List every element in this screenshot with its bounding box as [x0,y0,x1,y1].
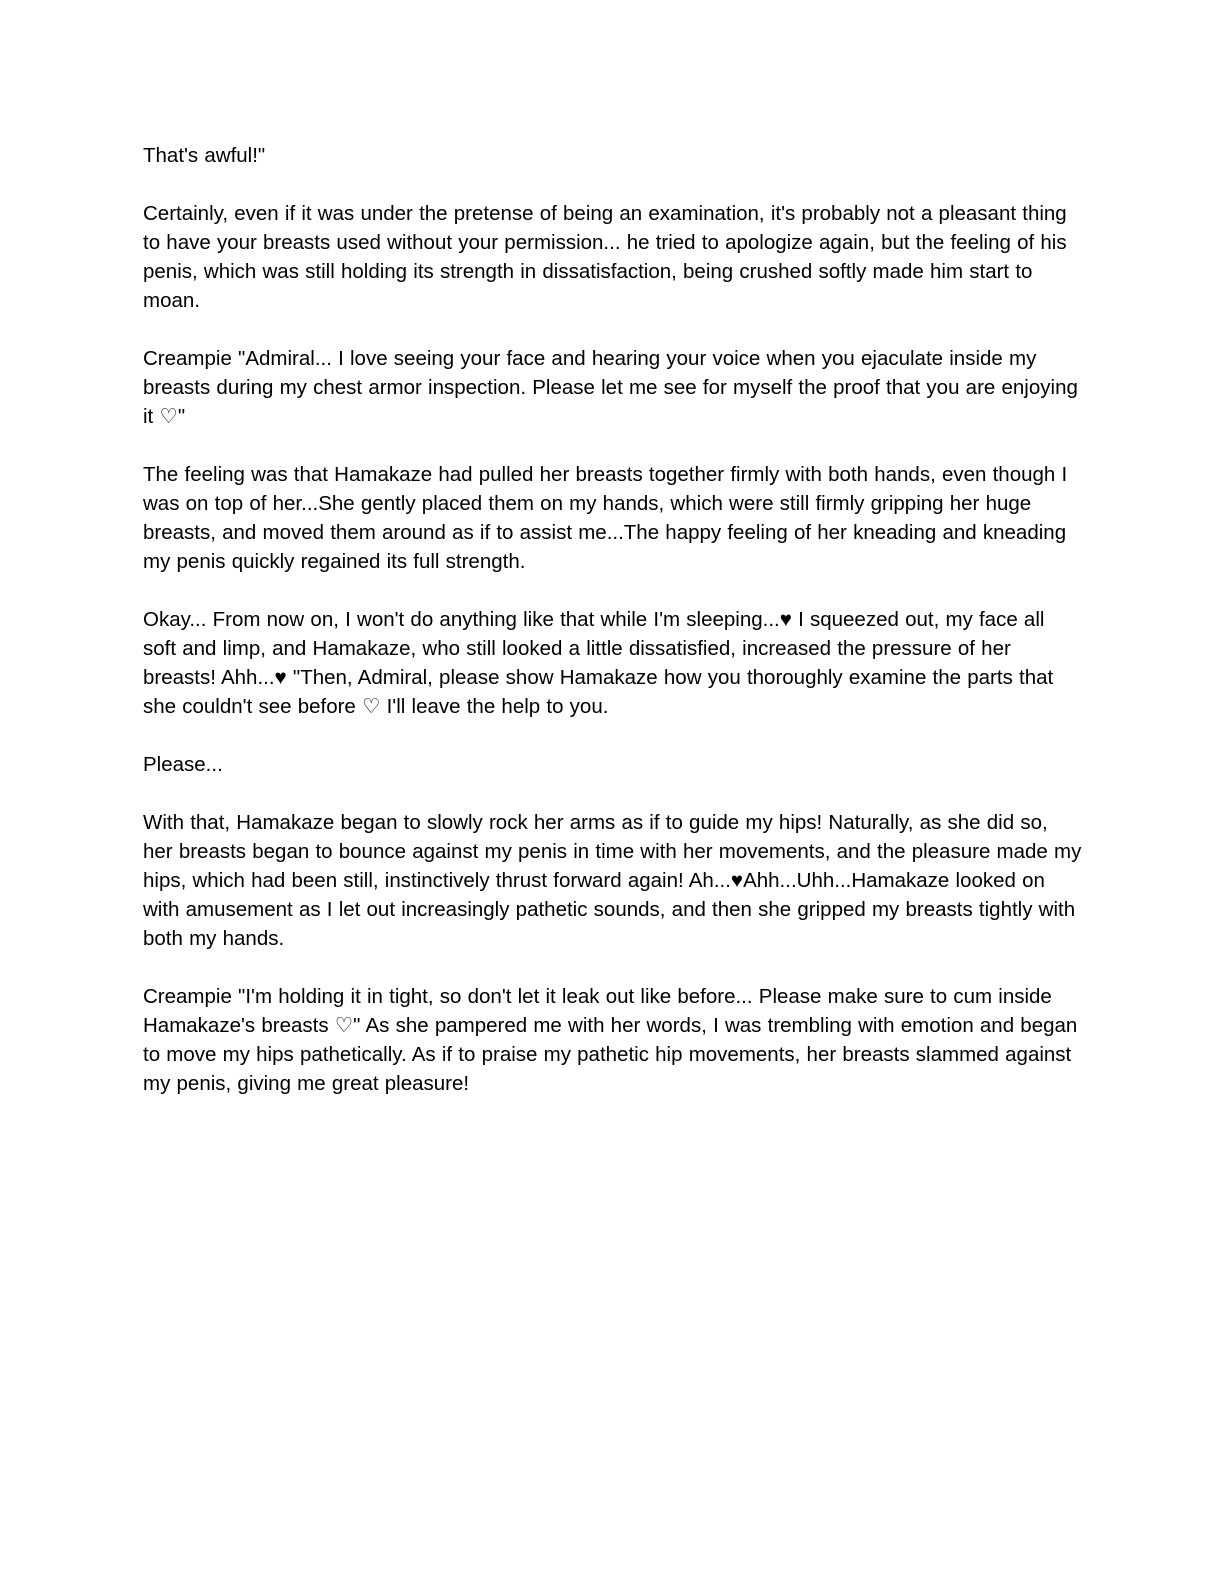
paragraph: Certainly, even if it was under the pretense of being an examination, it's probably not a pleasant thing to have your breasts used without your permission... he tried to apologize again, but the feeling of his penis, which was still holding its strength in dissatisfaction, being crushed softly made him start to moan. [143,202,1067,312]
paragraph: Creampie "Admiral... I love seeing your face and hearing your voice when you ejaculate inside my breasts during my chest armor inspection. Please let me see for myself the proof that you are enjoying it ♡" [143,347,1078,428]
paragraph: With that, Hamakaze began to slowly rock her arms as if to guide my hips! Naturally, as she did so, her breasts began to bounce against my penis in time with her movements, and the pleasure made my hips, which had been still, instinctively thrust forward again! Ah...♥Ahh...Uhh...Hamakaze looked on with amusement as I let out increasingly pathetic sounds, and then she gripped my breasts tightly with both my hands. [143,811,1082,950]
paragraph: Okay... From now on, I won't do anything like that while I'm sleeping...♥ I squeezed out, my face all soft and limp, and Hamakaze, who still looked a little dissatisfied, increased the pressure of her breasts! Ahh...♥ "Then, Admiral, please show Hamakaze how you thoroughly examine the parts that she couldn't see before ♡ I'll leave the help to you. [143,608,1054,718]
paragraph: The feeling was that Hamakaze had pulled her breasts together firmly with both hands, even though I was on top of her...She gently placed them on my hands, which were still firmly gripping her huge breasts, and moved them around as if to assist me...The happy feeling of her kneading and kneading my penis quickly regained its full strength. [143,463,1068,573]
paragraph: That's awful!" [143,144,266,167]
paragraph: Creampie "I'm holding it in tight, so don't let it leak out like before... Please make sure to cum inside Hamakaze's breasts ♡" As she pampered me with her words, I was trembling with emotion and began to move my hips pathetically. As if to praise my pathetic hip movements, her breasts slammed against my penis, giving me great pleasure! [143,985,1078,1095]
paragraph: Please... [143,753,223,776]
document-body [143,141,1083,1098]
